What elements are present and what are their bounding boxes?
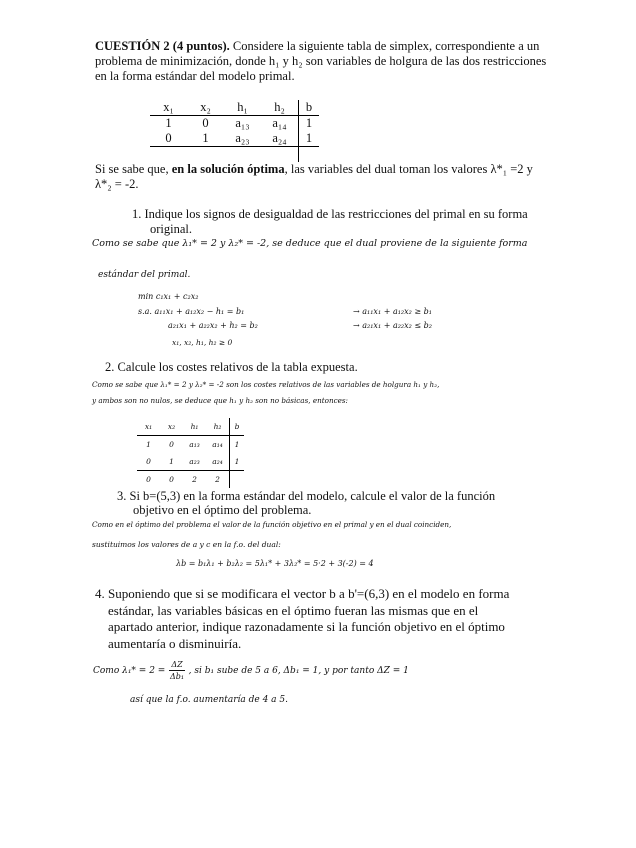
q3-text-2: objetivo en el óptimo del problema. — [133, 503, 312, 517]
header-b: b — [305, 100, 313, 114]
q1-min: min c₁x₁ + c₂x₂ — [138, 292, 199, 301]
header-x1: x₁ — [144, 422, 153, 431]
q1-text-2: original. — [150, 222, 193, 236]
cell: 1 — [305, 131, 313, 145]
question-statement — [95, 39, 550, 84]
cell: 1 — [169, 457, 174, 466]
header-x2: x₂ — [167, 422, 176, 431]
table-header-row — [137, 418, 244, 436]
header-x2: x₂ — [200, 100, 211, 114]
cell: 0 — [165, 131, 172, 145]
q2-answer-line2: y ambos son no nulos, se deduce que h₁ y h₂ son no básicas, entonces: — [92, 396, 348, 405]
table-row — [150, 116, 319, 132]
q4-line-2: estándar, las variables básicas en el óptimo fueran las mismas que en el — [108, 602, 479, 618]
dual-statement — [95, 162, 555, 192]
dual-text-pre: Si se sabe que, — [95, 162, 172, 176]
dual-text-post: , las variables del dual toman los valores λ*₁ =2 y — [284, 162, 533, 176]
q4-fraction-numerator: ΔZ — [171, 660, 183, 669]
q4-statement — [95, 586, 545, 652]
table-row-costs — [137, 471, 244, 489]
costs-table — [137, 418, 244, 488]
q4-answer-line1 — [93, 659, 409, 682]
cell: 1 — [137, 436, 160, 454]
simplex-table — [150, 100, 319, 162]
q2-text: 2. Calcule los costes relativos de la tabla expuesta. — [105, 360, 358, 374]
q1-constraint-1: s.a. a₁₁x₁ + a₁₂x₂ − h₁ = b₁ — [138, 307, 245, 316]
q4-answer-b: , si b₁ sube de 5 a 6, Δb₁ = 1, y por tanto ΔZ = 1 — [188, 665, 409, 676]
table-row-empty — [150, 147, 319, 163]
cell: 1 — [150, 116, 187, 132]
header-h1: h₁ — [237, 100, 248, 114]
cost-cell: 2 — [183, 471, 206, 489]
question-line-2: problema de minimización, donde h₁ y h₂ son variables de holgura de las dos restricciones — [95, 54, 547, 68]
q1-original-1: → a₁₁x₁ + a₁₂x₂ ≥ b₁ — [353, 307, 432, 316]
q1-original-2: → a₂₁x₁ + a₂₂x₂ ≤ b₂ — [353, 321, 432, 330]
cell: a₂₄ — [206, 453, 230, 471]
q4-answer-line2: así que la f.o. aumentaría de 4 a 5. — [130, 695, 288, 705]
q1-answer-line2: estándar del primal. — [98, 270, 191, 280]
cell: a₂₃ — [235, 131, 250, 145]
cell: 1 — [299, 116, 320, 132]
cost-cell: 0 — [160, 471, 183, 489]
cell: 0 — [146, 457, 151, 466]
cost-cell: 0 — [137, 471, 160, 489]
q3-equation: λb = b₁λ₁ + b₂λ₂ = 5λ₁* + 3λ₂* = 5·2 + 3(-2) = 4 — [176, 559, 374, 568]
cell: 0 — [160, 436, 183, 454]
q3-text-1: 3. Si b=(5,3) en la forma estándar del modelo, calcule el valor de la función — [117, 489, 496, 503]
cell: a₁₄ — [206, 436, 230, 454]
question-line-3: en la forma estándar del modelo primal. — [95, 69, 295, 83]
table-row — [137, 436, 244, 454]
cell: a₂₃ — [189, 457, 200, 466]
table-row — [137, 453, 244, 471]
cell: 1 — [234, 457, 240, 466]
cell: 1 — [230, 436, 245, 454]
table-row — [150, 131, 319, 147]
cell: a₂₄ — [261, 131, 299, 147]
cost-cell: 2 — [206, 471, 230, 489]
question-line-1: Considere la siguiente tabla de simplex, correspondiente a un — [232, 39, 540, 53]
q4-fraction — [169, 659, 184, 682]
cell: a₁₃ — [224, 116, 261, 132]
table-header-row — [150, 100, 319, 116]
header-h2: h₂ — [206, 418, 230, 436]
q1-nonneg: x₁, x₂, h₁, h₂ ≥ 0 — [172, 338, 233, 347]
question-heading: CUESTIÓN 2 (4 puntos). — [95, 39, 230, 53]
q4-fraction-denominator: Δb₁ — [169, 672, 185, 681]
q4-answer-a: Como λ₁* = 2 = — [93, 665, 166, 676]
dual-text-bold: en la solución óptima — [171, 162, 285, 176]
q3-answer-line2: sustituimos los valores de a y c en la f.o. del dual: — [92, 540, 281, 549]
header-h2: h₂ — [261, 100, 299, 116]
header-b: b — [234, 422, 240, 431]
q4-line-4: aumentaría o disminuiría. — [108, 635, 242, 651]
dual-text-line2: λ*₂ = -2. — [95, 177, 139, 191]
cell: a₁₄ — [261, 116, 299, 132]
q1-answer-line1: Como se sabe que λ₁* = 2 y λ₂* = -2, se deduce que el dual proviene de la siguiente forma — [92, 238, 528, 249]
cell: 1 — [202, 131, 209, 145]
q1-text: 1. Indique los signos de desigualdad de las restricciones del primal en su forma — [132, 207, 528, 221]
q1-constraint-2: a₂₁x₁ + a₂₂x₂ + h₂ = b₂ — [168, 321, 258, 330]
q3-answer-line1: Como en el óptimo del problema el valor de la función objetivo en el primal y en el dual coinciden, — [92, 520, 452, 529]
header-x1: x₁ — [163, 100, 174, 114]
q2-answer-line1: Como se sabe que λ₁* = 2 y λ₂* = -2 son los costes relativos de las variables de holgura h₁ y h₂, — [92, 380, 440, 389]
cell: a₁₃ — [183, 436, 206, 454]
cell: 0 — [187, 116, 224, 132]
q4-line-3: apartado anterior, indique razonadamente si la función objetivo en el óptimo — [108, 619, 505, 634]
header-h1: h₁ — [190, 422, 199, 431]
q4-line-1: 4. Suponiendo que si se modificara el vector b a b'=(6,3) en el modelo en forma — [95, 586, 510, 601]
